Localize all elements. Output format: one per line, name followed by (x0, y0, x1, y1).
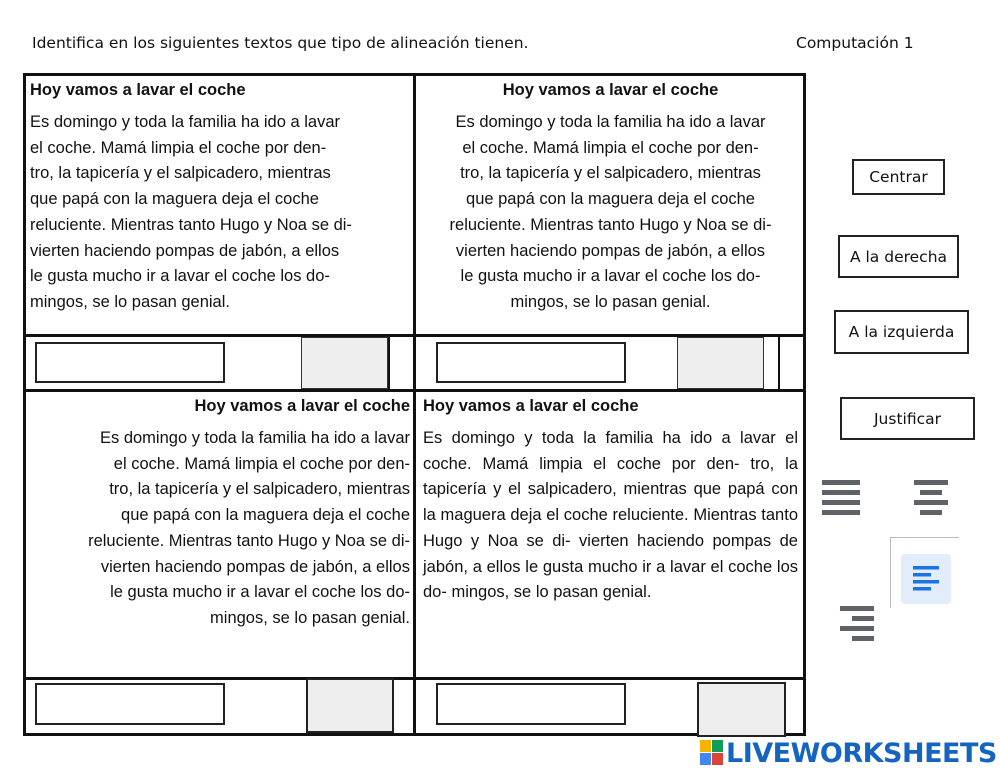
answer-input-1[interactable] (35, 342, 225, 383)
text-block-right-aligned (24, 393, 416, 636)
icon-drop-zone-1[interactable] (301, 337, 388, 389)
option-centrar[interactable]: Centrar (852, 159, 945, 195)
align-center-icon[interactable] (910, 476, 952, 518)
text-block-justified (417, 393, 804, 610)
logo-badge-icon (700, 740, 724, 766)
liveworksheets-logo (700, 738, 997, 768)
text-body: Es domingo y toda la familia ha ido a lavar el coche. Mamá limpia el coche por den- tro, la tapicería y el salpicadero, mientras que papá con la maguera deja el coche reluciente. Mientras tanto Hugo y Noa se di- vierten haciendo pompas de jabón, a ellos le gusta mucho ir a lavar el coche los do- mingos, se lo pasan genial. (449, 113, 772, 311)
align-justify-icon[interactable] (820, 476, 862, 518)
align-left-icon-tile[interactable] (890, 537, 959, 608)
option-justificar[interactable]: Justificar (840, 397, 975, 440)
icon-drop-zone-4[interactable] (697, 682, 786, 737)
text-title: Hoy vamos a lavar el coche (502, 81, 719, 99)
option-a-la-derecha[interactable]: A la derecha (838, 235, 959, 278)
instruction-text: Identifica en los siguientes textos que tipo de alineación tienen. (32, 34, 529, 52)
icon-drop-zone-2[interactable] (677, 337, 764, 389)
text-body: Es domingo y toda la familia ha ido a lavar el coche. Mamá limpia el coche por den- tro, la tapicería y el salpicadero, mientras que papá con la maguera deja el coche reluciente. Mientras tanto Hugo y Noa se di- vierten haciendo pompas de jabón, a ellos le gusta mucho ir a lavar el coche los do- mingos, se lo pasan genial. (88, 429, 410, 627)
subject-label: Computación 1 (796, 34, 914, 52)
align-right-icon[interactable] (836, 602, 878, 646)
answer-input-4[interactable] (436, 683, 626, 725)
answer-input-2[interactable] (436, 342, 626, 383)
answer-input-3[interactable] (35, 683, 225, 725)
text-body: Es domingo y toda la familia ha ido a lavar el coche. Mamá limpia el coche por den- tro, la tapicería y el salpicadero, mientras que papá con la maguera deja el coche reluciente. Mientras tanto Hugo y Noa se di- vierten haciendo pompas de jabón, a ellos le gusta mucho ir a lavar el coche los do- mingos, se lo pasan genial. (423, 429, 798, 602)
align-left-icon (901, 554, 951, 604)
text-title: Hoy vamos a lavar el coche (30, 81, 246, 99)
text-block-centered (417, 77, 804, 320)
option-a-la-izquierda[interactable]: A la izquierda (834, 310, 969, 354)
icon-drop-zone-3[interactable] (306, 678, 394, 733)
text-title: Hoy vamos a lavar el coche (194, 397, 410, 415)
text-title: Hoy vamos a lavar el coche (423, 397, 639, 415)
text-block-left-aligned (24, 77, 415, 320)
logo-text: LIVEWORKSHEETS (726, 737, 997, 769)
text-body: Es domingo y toda la familia ha ido a lavar el coche. Mamá limpia el coche por den- tro, la tapicería y el salpicadero, mientras que papá con la maguera deja el coche reluciente. Mientras tanto Hugo y Noa se di- vierten haciendo pompas de jabón, a ellos le gusta mucho ir a lavar el coche los do- mingos, se lo pasan genial. (30, 113, 352, 311)
